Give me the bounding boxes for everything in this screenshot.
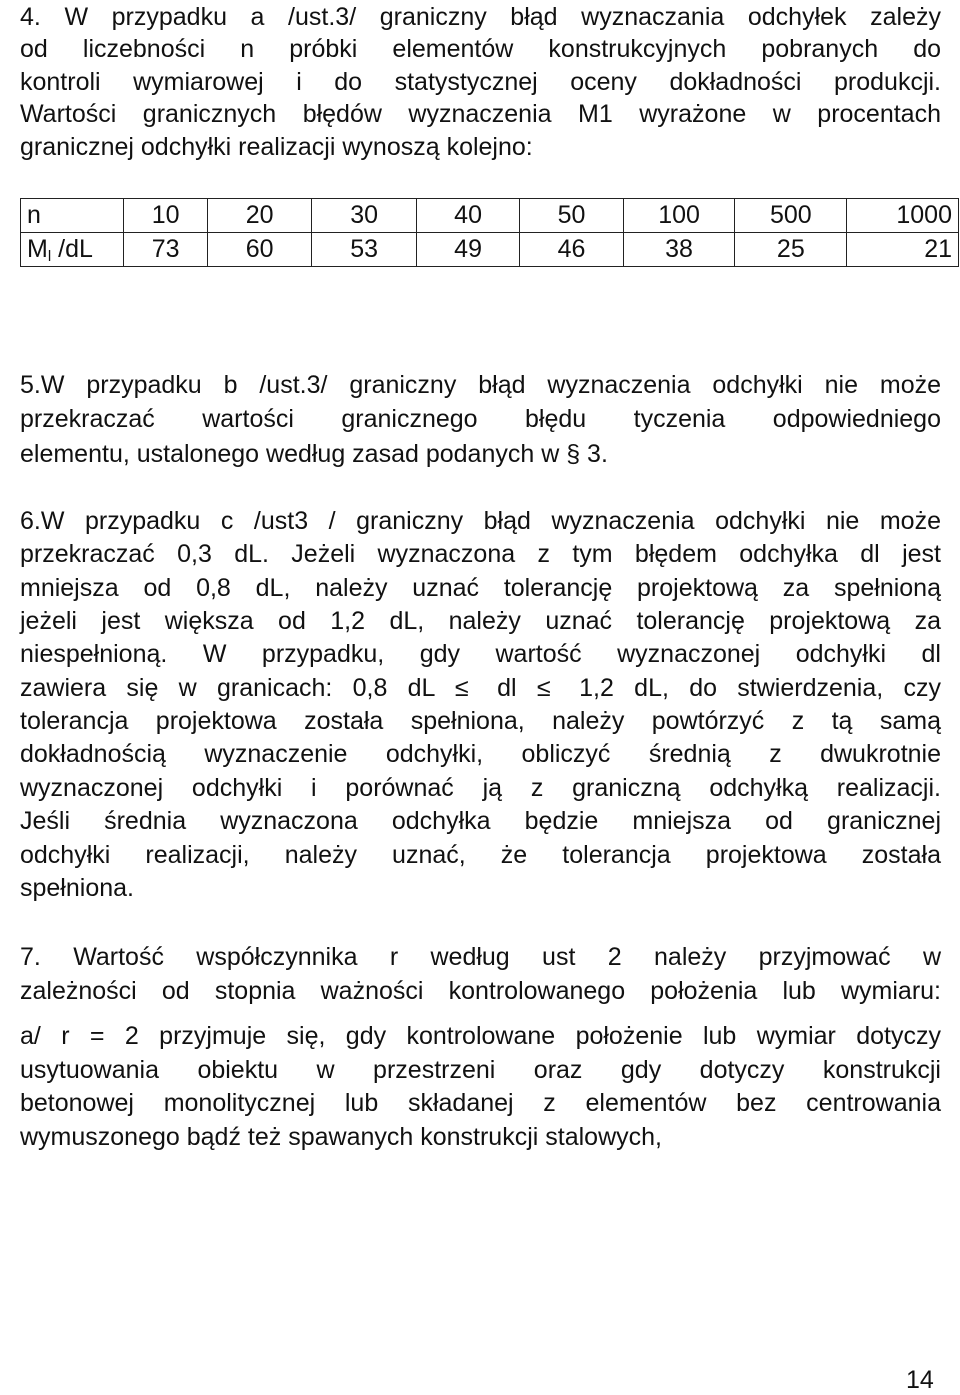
less-or-equal-symbol: ≤ (454, 674, 469, 702)
section6-line-6 (20, 671, 941, 705)
section6-line-9: wyznaczonej odchyłki i porównać ją z graniczną odchyłką realizacji. (20, 774, 941, 802)
section6-line-12: spełniona. (20, 874, 134, 902)
table-cell: 46 (520, 233, 623, 267)
range-text-a: zawiera się w granicach: 0,8 dL (20, 674, 435, 702)
item-a-line-4: wymuszonego bądź też spawanych konstrukcji stalowych, (20, 1123, 662, 1151)
section6-line-1: 6.W przypadku c /ust3 / graniczny błąd wyznaczenia odchyłki nie może (20, 507, 941, 535)
section4-line-5: granicznej odchyłki realizacji wynoszą kolejno: (20, 133, 533, 161)
error-limits-table (20, 198, 959, 267)
table-cell: 25 (735, 233, 847, 267)
table-cell: 500 (735, 199, 847, 233)
table-cell: 1000 (847, 199, 959, 233)
table-cell: 60 (207, 233, 311, 267)
section6-line-7: tolerancja projektowa została spełniona, należy powtórzyć z tą samą (20, 707, 941, 735)
section6-line-10: Jeśli średnia wyznaczona odchyłka będzie mniejsza od granicznej (20, 807, 941, 835)
section7-line-2: zależności od stopnia ważności kontrolowanego położenia lub wymiaru: (20, 977, 941, 1005)
section6-line-3: mniejsza od 0,8 dL, należy uznać tolerancję projektową za spełnioną (20, 574, 941, 602)
table-cell: 73 (124, 233, 208, 267)
less-or-equal-symbol: ≤ (536, 674, 551, 702)
page-number: 14 (906, 1366, 934, 1394)
table-row-label (21, 233, 124, 267)
label-main: M (27, 234, 48, 263)
section5-line-3: elementu, ustalonego według zasad podanych w § 3. (20, 440, 608, 468)
table-cell: 38 (623, 233, 735, 267)
table-cell: 50 (520, 199, 623, 233)
section6-line-4: jeżeli jest większa od 1,2 dL, należy uznać tolerancję projektową za (20, 607, 941, 635)
table-row (21, 233, 959, 267)
section4-line-4: Wartości granicznych błędów wyznaczenia M1 wyrażone w procentach (20, 100, 941, 128)
table-cell: 21 (847, 233, 959, 267)
section5-line-2: przekraczać wartości granicznego błędu tyczenia odpowiedniego (20, 405, 941, 433)
table-cell: 40 (416, 199, 519, 233)
table-cell: 100 (623, 199, 735, 233)
range-text-b: dl (497, 674, 517, 702)
label-subscript: l (47, 247, 52, 265)
table-cell: 10 (124, 199, 208, 233)
item-a-line-2: usytuowania obiektu w przestrzeni oraz gdy dotyczy konstrukcji (20, 1056, 941, 1084)
section5-line-1: 5.W przypadku b /ust.3/ graniczny błąd wyznaczenia odchyłki nie może (20, 371, 941, 399)
table-row-label: n (21, 199, 124, 233)
section6-line-5: niespełnioną. W przypadku, gdy wartość wyznaczonej odchyłki dl (20, 640, 941, 668)
item-a-line-3: betonowej monolitycznej lub składanej z elementów bez centrowania (20, 1089, 941, 1117)
table-cell: 20 (207, 199, 311, 233)
item-a-line-1: a/ r = 2 przyjmuje się, gdy kontrolowane położenie lub wymiar dotyczy (20, 1022, 941, 1050)
table-row (21, 199, 959, 233)
section6-line-11: odchyłki realizacji, należy uznać, że tolerancja projektowa została (20, 841, 941, 869)
label-rest: /dL (51, 234, 93, 263)
section4-line-2: od liczebności n próbki elementów konstrukcyjnych pobranych do (20, 35, 941, 63)
section4-line-3: kontroli wymiarowej i do statystycznej oceny dokładności produkcji. (20, 68, 941, 96)
section6-line-2: przekraczać 0,3 dL. Jeżeli wyznaczona z tym błędem odchyłka dl jest (20, 540, 941, 568)
range-text-c: 1,2 dL, do stwierdzenia, czy (579, 674, 941, 702)
table-cell: 30 (312, 199, 416, 233)
table-cell: 53 (312, 233, 416, 267)
section7-line-1: 7. Wartość współczynnika r według ust 2 należy przyjmować w (20, 943, 941, 971)
section4-line-1: 4. W przypadku a /ust.3/ graniczny błąd wyznaczania odchyłek zależy (20, 3, 941, 31)
section6-line-8: dokładnością wyznaczenie odchyłki, obliczyć średnią z dwukrotnie (20, 740, 941, 768)
table-cell: 49 (416, 233, 519, 267)
